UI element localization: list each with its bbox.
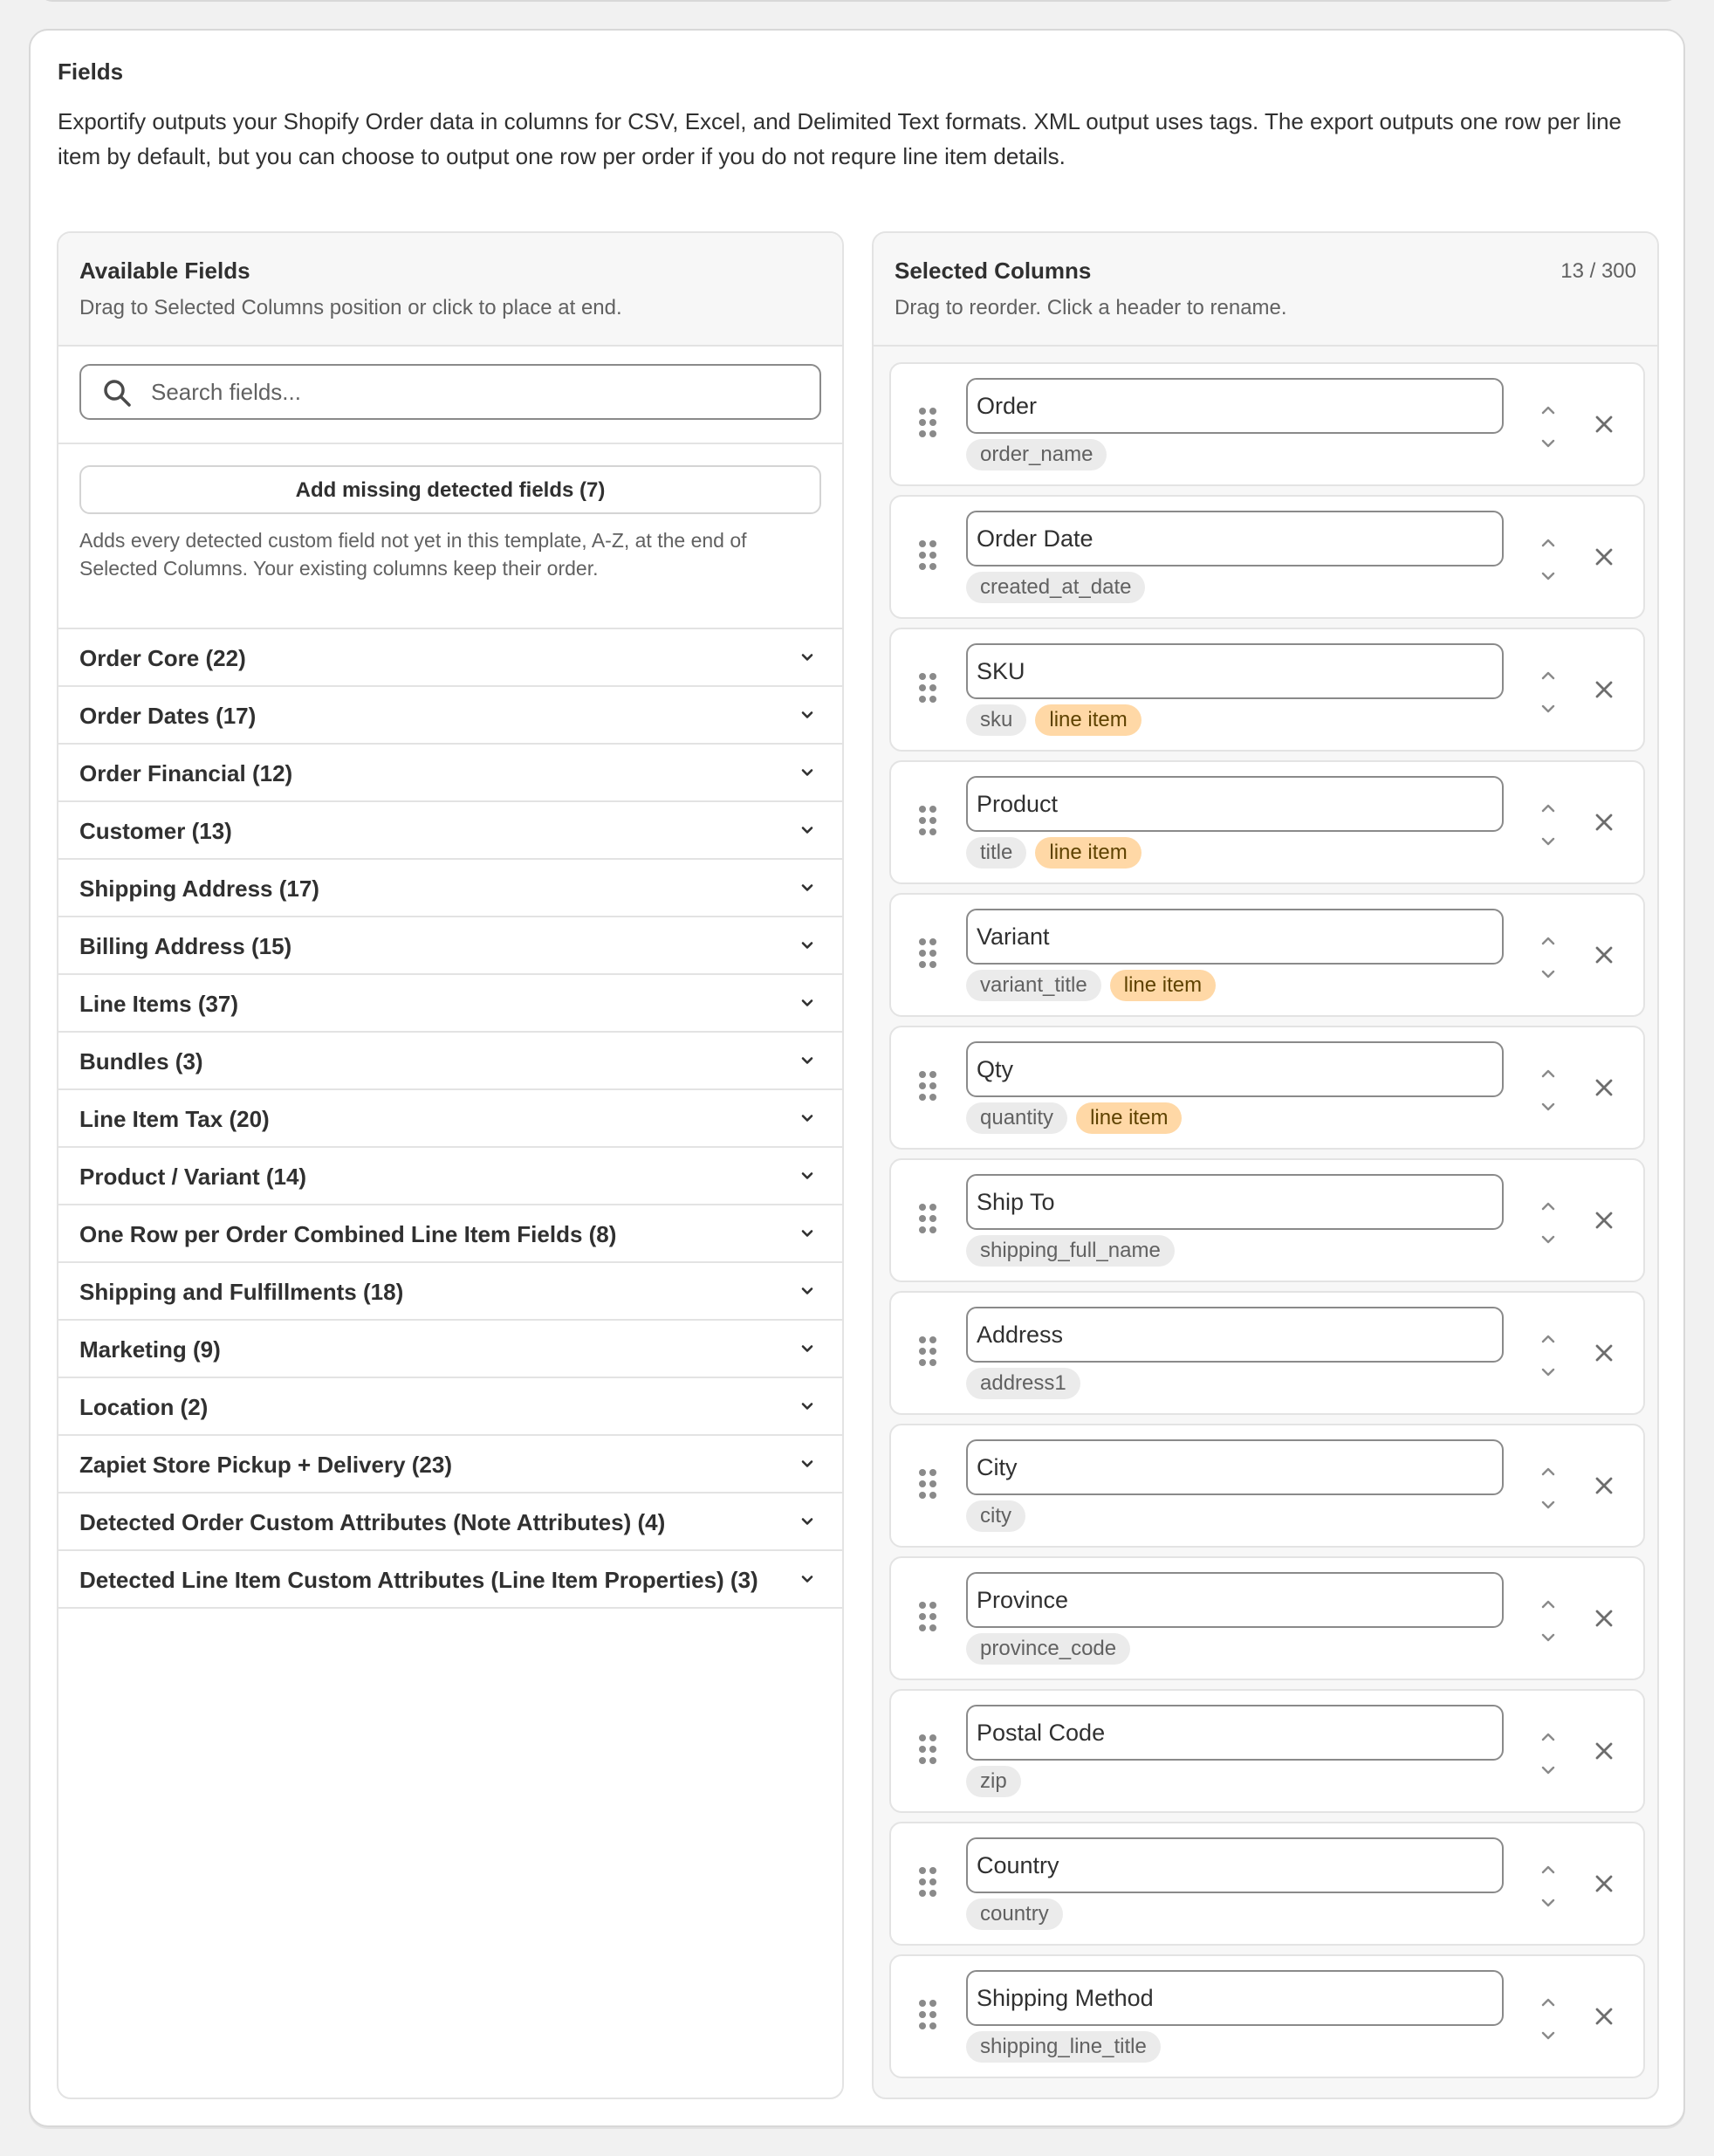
selected-column-card[interactable] — [889, 760, 1645, 884]
search-input[interactable] — [149, 373, 795, 411]
column-header-input[interactable] — [966, 511, 1504, 566]
field-group-label: Bundles (3) — [79, 1048, 203, 1075]
column-header-input[interactable] — [966, 776, 1504, 832]
field-key-tag: created_at_date — [966, 572, 1145, 603]
move-up-icon[interactable] — [1535, 399, 1561, 422]
selected-column-card[interactable] — [889, 1954, 1645, 2078]
drag-handle-icon[interactable] — [917, 1733, 938, 1766]
chevron-down-icon — [799, 1340, 816, 1357]
field-group-row[interactable] — [58, 1436, 842, 1493]
column-header-input[interactable] — [966, 1174, 1504, 1230]
field-group-row[interactable] — [58, 1321, 842, 1378]
field-group-row[interactable] — [58, 1493, 842, 1551]
move-up-icon[interactable] — [1535, 1062, 1561, 1085]
field-key-tag: variant_title — [966, 970, 1101, 1001]
field-group-label: Order Financial (12) — [79, 760, 293, 786]
field-group-row[interactable] — [58, 745, 842, 802]
close-icon[interactable] — [1591, 1473, 1617, 1499]
selected-column-card[interactable] — [889, 1689, 1645, 1813]
move-up-icon[interactable] — [1535, 1593, 1561, 1616]
selected-columns-list — [889, 362, 1645, 2087]
search-icon — [102, 378, 132, 408]
field-group-label: Shipping Address (17) — [79, 875, 319, 902]
move-down-icon[interactable] — [1535, 697, 1561, 720]
column-tags — [966, 837, 1142, 869]
move-down-icon[interactable] — [1535, 830, 1561, 853]
move-down-icon[interactable] — [1535, 2024, 1561, 2047]
move-down-icon[interactable] — [1535, 1759, 1561, 1782]
chevron-down-icon — [799, 937, 816, 954]
drag-handle-icon[interactable] — [917, 539, 938, 572]
column-tags — [966, 1899, 1063, 1930]
divider — [58, 443, 842, 444]
drag-handle-icon[interactable] — [917, 1998, 938, 2031]
column-tags — [966, 1102, 1182, 1134]
close-icon[interactable] — [1591, 1871, 1617, 1897]
field-group-row[interactable] — [58, 1148, 842, 1205]
column-tags — [966, 1368, 1080, 1399]
drag-handle-icon[interactable] — [917, 804, 938, 837]
add-missing-detected-fields-button[interactable]: Add missing detected fields (7) — [79, 465, 821, 514]
move-down-icon[interactable] — [1535, 1228, 1561, 1251]
previous-card-edge — [38, 0, 1679, 2]
chevron-down-icon — [799, 1570, 816, 1588]
close-icon[interactable] — [1591, 411, 1617, 437]
column-tags — [966, 704, 1142, 736]
fields-card — [29, 29, 1685, 2127]
search-field[interactable] — [79, 364, 821, 420]
field-group-row[interactable] — [58, 1090, 842, 1148]
field-group-label: Order Dates (17) — [79, 703, 257, 729]
field-group-label: Shipping and Fulfillments (18) — [79, 1279, 404, 1305]
column-tags — [966, 1235, 1175, 1267]
field-group-label: Product / Variant (14) — [79, 1164, 307, 1190]
field-group-row[interactable] — [58, 1205, 842, 1263]
column-header-input[interactable] — [966, 643, 1504, 699]
move-down-icon[interactable] — [1535, 1095, 1561, 1118]
field-key-tag: city — [966, 1500, 1025, 1532]
move-up-icon[interactable] — [1535, 532, 1561, 554]
line-item-tag: line item — [1035, 704, 1141, 736]
field-group-label: Location (2) — [79, 1394, 209, 1420]
add-missing-help-text: Adds every detected custom field not yet in this template, A-Z, at the end of Selected Columns. Your existing columns keep their order. — [79, 529, 747, 580]
column-header-input[interactable] — [966, 909, 1504, 965]
chevron-down-icon — [799, 1225, 816, 1242]
field-key-tag: title — [966, 837, 1026, 869]
field-key-tag: shipping_line_title — [966, 2031, 1161, 2063]
line-item-tag: line item — [1076, 1102, 1182, 1134]
field-group-row[interactable] — [58, 860, 842, 917]
chevron-down-icon — [799, 1052, 816, 1069]
column-tags — [966, 2031, 1161, 2063]
field-group-label: Detected Line Item Custom Attributes (Line Item Properties) (3) — [79, 1567, 758, 1593]
field-group-label: Line Item Tax (20) — [79, 1106, 270, 1132]
chevron-down-icon — [799, 1397, 816, 1415]
field-group-row[interactable] — [58, 1033, 842, 1090]
section-title: Fields — [58, 58, 124, 85]
move-up-icon[interactable] — [1535, 664, 1561, 687]
drag-handle-icon[interactable] — [917, 671, 938, 704]
field-group-label: Line Items (37) — [79, 991, 239, 1017]
selected-column-card[interactable] — [889, 628, 1645, 752]
move-up-icon[interactable] — [1535, 1726, 1561, 1748]
chevron-down-icon — [799, 1167, 816, 1184]
chevron-down-icon — [799, 1455, 816, 1473]
column-header-input[interactable] — [966, 378, 1504, 434]
field-key-tag: shipping_full_name — [966, 1235, 1175, 1267]
move-down-icon[interactable] — [1535, 432, 1561, 455]
drag-handle-icon[interactable] — [917, 937, 938, 970]
move-up-icon[interactable] — [1535, 1858, 1561, 1881]
selected-columns-panel — [872, 231, 1659, 2099]
column-header-input[interactable] — [966, 1837, 1504, 1893]
close-icon[interactable] — [1591, 2003, 1617, 2029]
field-key-tag: province_code — [966, 1633, 1130, 1665]
chevron-down-icon — [799, 706, 816, 724]
move-down-icon[interactable] — [1535, 1626, 1561, 1649]
selected-column-card[interactable] — [889, 1026, 1645, 1150]
drag-handle-icon[interactable] — [917, 1335, 938, 1368]
field-group-label: One Row per Order Combined Line Item Fields (8) — [79, 1221, 617, 1247]
drag-handle-icon[interactable] — [917, 1202, 938, 1235]
move-down-icon[interactable] — [1535, 963, 1561, 985]
close-icon[interactable] — [1591, 1075, 1617, 1101]
field-group-row[interactable] — [58, 975, 842, 1033]
chevron-down-icon — [799, 1282, 816, 1300]
field-key-tag: address1 — [966, 1368, 1080, 1399]
move-up-icon[interactable] — [1535, 797, 1561, 820]
selected-column-card[interactable] — [889, 1822, 1645, 1946]
field-group-label: Order Core (22) — [79, 645, 246, 671]
field-group-row[interactable] — [58, 629, 842, 687]
field-group-row[interactable] — [58, 1263, 842, 1321]
move-up-icon[interactable] — [1535, 1328, 1561, 1350]
close-icon[interactable] — [1591, 809, 1617, 835]
move-down-icon[interactable] — [1535, 1493, 1561, 1516]
column-header-input[interactable] — [966, 1041, 1504, 1097]
selected-columns-count: 13 / 300 — [1560, 259, 1636, 283]
close-icon[interactable] — [1591, 1738, 1617, 1764]
drag-handle-icon[interactable] — [917, 1467, 938, 1500]
close-icon[interactable] — [1591, 1340, 1617, 1366]
line-item-tag: line item — [1110, 970, 1216, 1001]
drag-handle-icon[interactable] — [917, 1865, 938, 1899]
selected-column-card[interactable] — [889, 893, 1645, 1017]
field-key-tag: quantity — [966, 1102, 1067, 1134]
field-key-tag: sku — [966, 704, 1026, 736]
move-up-icon[interactable] — [1535, 1460, 1561, 1483]
chevron-down-icon — [799, 821, 816, 839]
column-header-input[interactable] — [966, 1705, 1504, 1761]
section-description: Exportify outputs your Shopify Order data in columns for CSV, Excel, and Delimited Text formats. XML output uses tags. The export outputs one row per line item by default, but you can choose to output one row per order if you do not requre line item details. — [58, 108, 1622, 169]
selected-columns-subtitle: Drag to reorder. Click a header to rename. — [895, 296, 1287, 319]
field-group-row[interactable] — [58, 917, 842, 975]
move-up-icon[interactable] — [1535, 930, 1561, 952]
move-down-icon[interactable] — [1535, 1361, 1561, 1384]
close-icon[interactable] — [1591, 942, 1617, 968]
drag-handle-icon[interactable] — [917, 1600, 938, 1633]
selected-column-card[interactable] — [889, 495, 1645, 619]
chevron-down-icon — [799, 649, 816, 666]
selected-column-card[interactable] — [889, 1291, 1645, 1415]
close-icon[interactable] — [1591, 676, 1617, 703]
column-tags — [966, 1766, 1021, 1797]
selected-column-card[interactable] — [889, 362, 1645, 486]
field-key-tag: country — [966, 1899, 1063, 1930]
drag-handle-icon[interactable] — [917, 1069, 938, 1102]
selected-column-card[interactable] — [889, 1424, 1645, 1548]
close-icon[interactable] — [1591, 1207, 1617, 1233]
column-header-input[interactable] — [966, 1307, 1504, 1363]
field-group-row[interactable] — [58, 687, 842, 745]
field-group-label: Zapiet Store Pickup + Delivery (23) — [79, 1452, 452, 1478]
column-header-input[interactable] — [966, 1970, 1504, 2026]
move-down-icon[interactable] — [1535, 565, 1561, 587]
chevron-down-icon — [799, 1513, 816, 1530]
column-tags — [966, 572, 1145, 603]
available-fields-panel — [57, 231, 844, 2099]
chevron-down-icon — [799, 994, 816, 1012]
field-group-list — [58, 628, 842, 1609]
chevron-down-icon — [799, 1109, 816, 1127]
field-group-row[interactable] — [58, 1551, 842, 1609]
move-up-icon[interactable] — [1535, 1195, 1561, 1218]
field-group-label: Marketing (9) — [79, 1336, 221, 1363]
column-tags — [966, 1500, 1025, 1532]
chevron-down-icon — [799, 764, 816, 781]
selected-columns-title: Selected Columns — [895, 257, 1092, 284]
column-header-input[interactable] — [966, 1572, 1504, 1628]
move-down-icon[interactable] — [1535, 1892, 1561, 1914]
available-fields-title: Available Fields — [79, 257, 250, 284]
field-group-label: Detected Order Custom Attributes (Note Attributes) (4) — [79, 1509, 666, 1535]
field-group-row[interactable] — [58, 1378, 842, 1436]
move-up-icon[interactable] — [1535, 1991, 1561, 2014]
close-icon[interactable] — [1591, 1605, 1617, 1631]
available-fields-header — [58, 233, 842, 347]
field-key-tag: order_name — [966, 439, 1107, 470]
available-fields-subtitle: Drag to Selected Columns position or click to place at end. — [79, 296, 622, 319]
selected-columns-header — [874, 233, 1657, 347]
field-group-label: Billing Address (15) — [79, 933, 292, 959]
drag-handle-icon[interactable] — [917, 406, 938, 439]
selected-column-card[interactable] — [889, 1556, 1645, 1680]
column-header-input[interactable] — [966, 1439, 1504, 1495]
field-group-label: Customer (13) — [79, 818, 232, 844]
field-group-row[interactable] — [58, 802, 842, 860]
column-tags — [966, 970, 1216, 1001]
close-icon[interactable] — [1591, 544, 1617, 570]
chevron-down-icon — [799, 879, 816, 896]
field-key-tag: zip — [966, 1766, 1021, 1797]
selected-column-card[interactable] — [889, 1158, 1645, 1282]
column-tags — [966, 1633, 1130, 1665]
column-tags — [966, 439, 1107, 470]
line-item-tag: line item — [1035, 837, 1141, 869]
